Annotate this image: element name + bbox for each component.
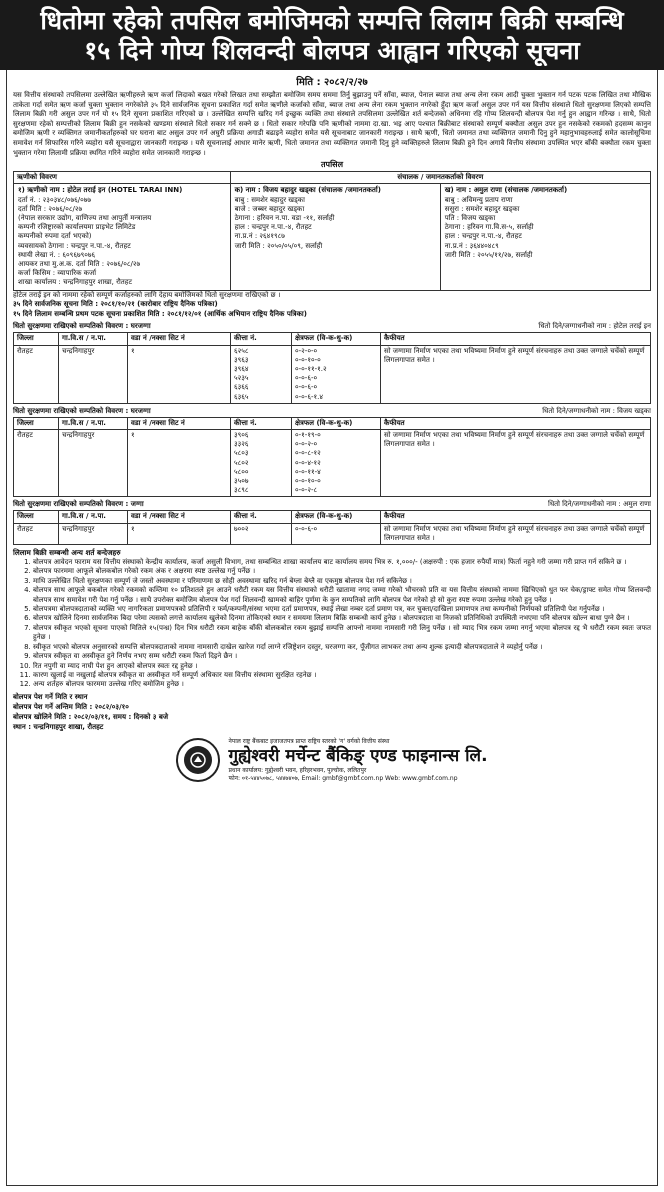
col-district: जिल्ला xyxy=(14,511,59,523)
intro-paragraph: यस वित्तीय संस्थाको तपसिलमा उल्लेखित ऋणीहरुले ऋण कर्जा लिदाको बखत गरेको लिखत तथा सम्झौता बमोजिम समय सममा तिर्नु बुझाउनु पर्ने साँवा, ब्याज, पेनाल ब्याज तथा अन्य लेना रकम आदी चुक्ता भुक्तान गर्न पटक पटक लिखित तथा मौखिक ताकेता गर्दा समेत ऋण कर्जा चुक्ता भुक्तान नगरेकोले ३५ दिने सार्वजनिक सूचना प्रकाशित गर्दा समेत ऋणीले कर्जाको साँवा, ब्याज तथा अन्य लेना रकम भुक्तान नगरेको हुँदा ऋण कर्जा असुल उपर गर्न यस वित्तीय संस्थाले धितो सुरक्षणमा लिएको सम्पत्ति लिलाम बिक्री गरी असुल उपर गर्न यो १५ दिने सूचना प्रकाशित गरिएको छ । उल्लेखित सम्पत्ति खरिद गर्न इच्छुक व्यक्ति तथा संस्थाले तपसिलमा उल्लेखित शर्त बन्देजको अधिनमा रहि गोप्य शिलवन्दी बोलपत्र पेश गर्नु हुन आह्वान गरिन्छ । साथै, धितो सुरक्षणमा रहेको सम्पत्तीको लिलाम बिक्री हुन नसकेको खण्डमा संस्थाले धितो सकार गर्न सक्ने छ । धितो सकार गरेपछि पनि ऋणीको नाममा दा.खा. भइ आए पश्चात बिक्रीबाट संस्थाको सम्पूर्ण बक्यौता असुल उपर हुन नसकेको रकमको हदसम्म कानुन बमोजिम ऋणी र व्यक्तिगत जमानीकर्ताहरुको घर घराना बाट असुल उपर गर्न अघुरी प्रक्रिया अगाडी बढाइने व्यहोरा समेत यसै सूचनाबाट जानकारी गराइन्छ । साथै ऋणी, धितो जमानत तथा व्यक्तिगत जमानी दिनु हुने महानुभावहरुलाई समेत कालोसूचिमा समावेश गर्न सिफारिस गरिने व्यहोरा यसै सूचनाद्वारा जानकारी गराइन्छ । यसै सूचनालाई आधार मानेर ऋणी, धितो जमानत तथा व्यक्तिगत जमानी दिनु हुने व्यक्तिहरुले लिलाम बिक्री हुने दिन अगावै वित्तीय संस्थामा उपस्थित भएर बाँकी बक्यौता रकम चुक्ता भुक्तान गरेमा लिलामी प्रक्रिया स्थगित गरिने व्यहोरा समेत जानकारी गराइन्छ । xyxy=(13,91,651,157)
borrower-line: कर्जा किसिम : व्यापारिक कर्जा xyxy=(18,269,97,278)
kitta-value: ५८०३ xyxy=(234,449,249,458)
property-section-3-header xyxy=(13,499,651,509)
area-value: ०-०-११-१.२ xyxy=(295,364,327,373)
owner-name: धितो दिने/जग्गाधनीको नाम : होटेल तराई इन xyxy=(538,322,651,331)
submission-deadline: बोलपत्र पेश गर्ने अन्तिम मिति : २०८२/०३/१० xyxy=(13,702,129,711)
submission-info xyxy=(13,692,651,732)
cell-area xyxy=(292,345,381,403)
list-item: 6. बोलपत्र खोलिने दिनमा सार्वजनिक बिदा परेमा त्यसको लगत्ते कार्यालय खुलेको दिनमा तोकिएको स्थान र समयमा लिलाम बिक्रि सम्बन्धी कार्य हुनेछ । बोलपत्रदाता वा निजको प्रतिनिधिको उपस्थिती नभएमा पनि बोलपत्र खोल्न बाधा पुग्ने छैन । xyxy=(33,614,651,623)
kitta-value: ५८०० xyxy=(234,467,249,476)
area-value: ०-०-६-१.४ xyxy=(295,392,324,401)
property-table-1 xyxy=(13,332,651,403)
bank-logo-mark-icon xyxy=(189,751,207,769)
bank-tagline: नेपाल राष्ट्र बैंकबाट इजाजतपत्र प्राप्त राष्ट्रिय स्तरको 'ग' वर्गको वित्तीय संस्था xyxy=(228,737,390,745)
borrower-line: दर्ता नं. : २३०३४८/०७६/०७७ xyxy=(18,195,92,204)
notice-35-day: ३५ दिने सार्वजनिक सूचना मिति : २०८१/१०/२१ (कारोबार राष्ट्रिय दैनिक पत्रिका) xyxy=(13,300,218,309)
col-area: क्षेत्रफल (वि-क-धु-क) xyxy=(292,511,381,523)
cell-vdc: चन्द्रनिगाहपुर xyxy=(59,345,128,403)
bank-contact: फोन: ०१-५४४५०७८, ५४४७४०७, Email: gmbf@gmbf.com.np Web: www.gmbf.com.np xyxy=(228,774,458,782)
owner-name: धितो दिने/जग्गाधनीको नाम : अमुल राणा xyxy=(548,500,651,509)
guarantor-line: ना.प्र.नं : ३६४४०४८९ xyxy=(444,241,499,250)
area-value: ०-०-८-१२ xyxy=(295,449,321,458)
cell-kitta xyxy=(231,523,292,544)
notice-banner xyxy=(0,0,664,70)
col-kitta: कीत्ता नं. xyxy=(231,417,292,429)
area-value: ०-०-६-० xyxy=(295,524,318,533)
section-title: धितो सुरक्षणमा राखिएको सम्पतिको विवरण : घरजग्गा xyxy=(13,406,151,415)
notice-body xyxy=(6,70,658,1186)
col-vdc: गा.वि.स / न.पा. xyxy=(59,417,128,429)
cell-remarks: सो जग्गामा निर्माण भएका तथा भविष्यमा निर्माण हुने सम्पूर्ण संरचनाहरु तथा उक्त जग्गाले चर्चेको सम्पूर्ण लिगलगापात समेत । xyxy=(381,523,651,544)
borrower-header: ऋणीको विवरण xyxy=(14,172,231,184)
borrower-line: कम्पनीको रुपमा दर्ता भएको) xyxy=(18,232,92,241)
col-ward: वडा नं /नक्सा सिट नं xyxy=(128,417,231,429)
col-vdc: गा.वि.स / न.पा. xyxy=(59,511,128,523)
borrower-line: कम्पनी रजिष्ट्रारको कार्यालयमा प्राइभेट लिमिटेड xyxy=(18,223,136,232)
list-item: 1. बोलपत्र आवेदन फाराम यस वित्तीय संस्थाको केन्द्रीय कार्यालय, कर्जा असुली विभाग, तथा सम्बन्धित शाखा कार्यालय बाट कार्यालय समय भित्र रु. १,०००/- (अक्षरुपी : एक हजार रुपैयाँ मात्र) फिर्ता नहुने गरी जम्मा गरी प्राप्त गर्न सकिने छ । xyxy=(33,558,651,567)
kitta-value: ७००२ xyxy=(234,524,249,533)
list-item: 10. रित नपुगी वा म्याद नाघी पेश हुन आएको बोलपत्र स्वतः रद्द हुनेछ । xyxy=(33,662,651,671)
owner-name: धितो दिने/जग्गाधनीको नाम : विजय खड्का xyxy=(542,406,651,415)
kitta-value: ६३६५ xyxy=(234,392,249,401)
kitta-value: ६३६६ xyxy=(234,383,249,392)
kitta-value: ३९०६ xyxy=(234,431,249,439)
bank-address: प्रधान कार्यालय: गुह्येश्वरी भवन, हरिहरभवन, पुल्चोक, ललितपुर xyxy=(228,766,367,774)
guarantor-line: बाबु : समशेर बहादुर खड्का xyxy=(234,195,305,204)
area-value: ०-०-६-० xyxy=(295,383,318,392)
col-area: क्षेत्रफल (वि-क-धु-क) xyxy=(292,333,381,345)
kitta-value: ५८०२ xyxy=(234,458,249,467)
kitta-value: ३९६४ xyxy=(234,364,249,373)
bank-logo-icon xyxy=(176,738,220,782)
property-section-1-header xyxy=(13,321,651,331)
cell-ward: १ xyxy=(128,430,231,497)
property-section-2-header xyxy=(13,406,651,416)
kitta-value: ३९६३ xyxy=(234,355,249,364)
banner-title-line2: १५ दिने गोप्य शिलवन्दी बोलपत्र आह्वान गरिएको सूचना xyxy=(84,36,580,65)
table-row xyxy=(14,430,651,497)
kitta-value: ६२५८ xyxy=(234,346,249,355)
cell-remarks: सो जग्गामा निर्माण भएका तथा भविष्यमा निर्माण हुने सम्पूर्ण संरचनाहरु तथा उक्त जग्गाले चर्चेको सम्पूर्ण लिगलगापात समेत । xyxy=(381,345,651,403)
list-item: 5. बोलपत्रमा बोलपत्रदाताको व्यक्ति भए नागरिकता प्रमाणपत्रको प्रतिलिपी र फर्म/कम्पनी/संस्था भएमा दर्ता प्रमाणपत्र, स्थाई लेखा नम्बर दर्ता प्रमाण पत्र, कर चुक्ता/दाखिला प्रमाणपत्र तथा कम्पनीको निर्णयको प्रतिलिपी पेश गर्नुपर्नेछ । xyxy=(33,605,651,614)
banner-title-line1: धितोमा रहेको तपसिल बमोजिमको सम्पत्ति लिलाम बिक्री सम्बन्धि xyxy=(40,6,624,35)
borrower-line: १) ऋणीको नाम : होटेल तराई इन (HOTEL TARAI INN) xyxy=(18,186,183,195)
borrower-line: शाखा कार्यालय : चन्द्रनिगाहपुर शाखा, रौतहट xyxy=(18,278,133,287)
guarantor-line: ठेगाना : हरिवन न.पा. वडा -११, सर्लाही xyxy=(234,213,335,222)
guarantor-line: हाल : चन्द्रपुर न.पा.-४, रौतहट xyxy=(444,232,522,241)
col-kitta: कीत्ता नं. xyxy=(231,333,292,345)
submission-place: स्थान : चन्द्रनिगाहपुर शाखा, रौतहट xyxy=(13,722,104,731)
notice-15-day: १५ दिने लिलाम सम्बन्धि प्रथम पटक सूचना प्रकाशित मिति : २०८१/१२/०१ (आर्थिक अभियान राष्ट्रिय दैनिक पत्रिका) xyxy=(13,309,307,318)
area-value: ०-०-११-४ xyxy=(295,467,321,476)
borrower-table xyxy=(13,171,651,290)
guarantor-1-details xyxy=(230,184,440,290)
borrower-line: स्थायी लेखा नं. : ६०९६७९०७६ xyxy=(18,250,96,259)
kitta-value: ५२३५ xyxy=(234,374,249,383)
guarantor-line: ख) नाम : अमुल राणा (संचालक /जमानतकर्ता) xyxy=(444,186,568,195)
guarantor-line: जारी मिति : २०५५/११/२७, सर्लाही xyxy=(444,250,533,259)
col-district: जिल्ला xyxy=(14,417,59,429)
table-row xyxy=(14,523,651,544)
area-value: ०-२-०-० xyxy=(295,346,318,355)
guarantor-line: पति : विजय खड्का xyxy=(444,213,496,222)
borrower-line: दर्ता मिति : २०७६/०८/२७ xyxy=(18,204,83,213)
list-item: 4. बोलपत्र साथ आफूले बकबोल गरेको रकमको कम्तिमा १० प्रतिशतले हुन आउने धरौटी रकम यस वित्तीय संस्थाको धरौटी खातामा नगद जम्मा गरेको भौचरको प्रति वा यस वित्तीय संस्थाको नाममा खिचिएको धुत फर चेक/ड्राफ्ट समेत गोप्य शिलवन्दी बोलपत्र साथ समावेश गरी पेश गर्नु पर्नेछ । साथै उपरोक्त बमोजिम बोलपत्र पेश गर्दा शिलवन्दी खामको बाहिर पूर्णमा के कुन सम्पतिको लागि बोलपत्र पेश गरेको हो सो कुरा स्पष्ट रुपमा उल्लेख गरेको हुनु पर्नेछ । xyxy=(33,586,651,605)
guarantor-line: ससुरा : समशेर बहादुर खड्का xyxy=(444,204,520,213)
property-table-2 xyxy=(13,417,651,498)
bank-footer xyxy=(13,738,651,783)
cell-remarks: सो जग्गामा निर्माण भएका तथा भविष्यमा निर्माण हुने सम्पूर्ण संरचनाहरु तथा उक्त जग्गाले चर्चेको सम्पूर्ण लिगलगापात समेत । xyxy=(381,430,651,497)
cell-vdc: चन्द्रनिगाहपुर xyxy=(59,523,128,544)
property-table-3 xyxy=(13,510,651,545)
kitta-value: ३५०७ xyxy=(234,477,249,486)
cell-ward: १ xyxy=(128,523,231,544)
list-item: 2. बोलपत्र फारममा आफूले बोलकबोल गरेको रकम अंक र अक्षरमा स्पष्ट उल्लेख गर्नु पर्नेछ । xyxy=(33,567,651,576)
table-row xyxy=(14,345,651,403)
area-value: ०-०-२-८ xyxy=(295,486,318,495)
cell-area xyxy=(292,523,381,544)
borrower-line: (नेपाल सरकार उद्योग, वाणिज्य तथा आपुर्ती मन्त्रालय xyxy=(18,213,152,222)
col-vdc: गा.वि.स / न.पा. xyxy=(59,333,128,345)
col-remarks: कैफीयत xyxy=(381,511,651,523)
area-value: ०-०-१०-० xyxy=(295,477,321,486)
col-area: क्षेत्रफल (वि-क-धु-क) xyxy=(292,417,381,429)
list-item: 9. बोलपत्र स्वीकृत वा अस्वीकृत हुने निर्णय नभए सम्म धरौटी रकम फिर्ता दिइने छैन । xyxy=(33,652,651,661)
cell-vdc: चन्द्रनिगाहपुर xyxy=(59,430,128,497)
area-value: ०-०-४-१२ xyxy=(295,458,321,467)
col-ward: वडा नं /नक्सा सिट नं xyxy=(128,511,231,523)
col-remarks: कैफीयत xyxy=(381,417,651,429)
guarantor-line: ठेगाना : हरिवन गा.वि.स-५, सर्लाही xyxy=(444,223,534,232)
borrower-line: व्यवसायको ठेगाना : चन्द्रपुर न.पा.-४, रौतहट xyxy=(18,241,131,250)
bank-info xyxy=(228,738,487,783)
cell-district: रौतहट xyxy=(14,345,59,403)
borrower-details xyxy=(14,184,231,290)
submission-heading: बोलपत्र पेश गर्ने मिति र स्थान xyxy=(13,692,88,701)
cell-district: रौतहट xyxy=(14,430,59,497)
area-value: ०-१-१९-० xyxy=(295,431,321,439)
guarantor-header: संचालक / जमानतकर्ताको विवरण xyxy=(230,172,650,184)
col-kitta: कीत्ता नं. xyxy=(231,511,292,523)
collateral-note: होटेल तराई इन को नाममा रहेको सम्पूर्ण कर्जाहरुको लागि देहाय बमोजिमको धितो सुरक्षणमा राखिएको छ । xyxy=(13,290,281,299)
col-district: जिल्ला xyxy=(14,333,59,345)
area-value: ०-०-६-० xyxy=(295,374,318,383)
terms-title: लिलाम बिक्री सम्बन्धी अन्य शर्त बन्देजहरु xyxy=(13,548,121,558)
guarantor-2-details xyxy=(440,184,650,290)
col-remarks: कैफीयत xyxy=(381,333,651,345)
guarantor-line: जारी मिति : २०५०/०५/०९, सर्लाही xyxy=(234,241,323,250)
section-title: धितो सुरक्षणमा राखिएको सम्पतिको विवरण : जग्गा xyxy=(13,500,144,509)
cell-ward: १ xyxy=(128,345,231,403)
list-item: 3. माथि उल्लेखित धितो सुरक्षणका सम्पूर्ण जे जस्तो अवस्थामा र परिमाणमा छ सोही अवस्थामा खरिद गर्न बेग्ला बेग्लै वा एकमुष्ठ बोलपत्र पेश गर्न सकिनेछ । xyxy=(33,577,651,586)
cell-area xyxy=(292,430,381,497)
col-ward: वडा नं /नक्सा सिट नं xyxy=(128,333,231,345)
guarantor-line: बाबु : अविमन्यु प्रताप राणा xyxy=(444,195,513,204)
guarantor-line: क) नाम : विजय बहादुर खड्का (संचालक /जमानतकर्ता) xyxy=(234,186,381,195)
area-value: ०-०-१०-० xyxy=(295,355,321,364)
borrower-line: आयकर तथा मु.अ.क. दर्ता मिति : २०७६/०८/२७ xyxy=(18,259,141,268)
section-title: धितो सुरक्षणमा राखिएको सम्पतिको विवरण : घरजग्गा xyxy=(13,322,151,331)
cell-kitta xyxy=(231,345,292,403)
guarantor-line: हाल : चन्द्रपुर न.पा.-४, रौतहट xyxy=(234,223,312,232)
list-item: 7. बोलपत्र स्वीकृत भएको सूचना पाएको मितिले १५(पन्ध्र) दिन भित्र धरौटी रकम बाहेक बाँकी बोलकबोल रकम बुझाई सम्पत्ति आफ्नो नाममा नामसारी गरी लिनु पर्नेछ । सो म्याद भित्र रकम जम्मा नगर्नु भएमा बोलपत्र रद्द भै धरौटी रकम स्वतः जफत हुनेछ । xyxy=(33,624,651,643)
bank-name: गुह्येश्वरी मर्चेन्ट बैंकिङ् एण्ड फाइनान्स लि. xyxy=(228,745,488,766)
area-value: ०-०-२-० xyxy=(295,440,318,449)
terms-list xyxy=(13,558,651,690)
guarantor-line: बाजे : जब्बर बहादुर खड्का xyxy=(234,204,305,213)
cell-district: रौतहट xyxy=(14,523,59,544)
opening-date: बोलपत्र खोलिने मिति : २०८२/०३/११, समय : दिनको ३ बजे xyxy=(13,712,169,721)
list-item: 11. कारण खुलाई वा नखुलाई बोलपत्र स्वीकृत वा अस्वीकृत गर्ने सम्पूर्ण अधिकार यस वित्तीय संस्थामा सुरक्षित रहनेछ । xyxy=(33,671,651,680)
kitta-value: ३३२६ xyxy=(234,440,249,449)
list-item: 8. स्वीकृत भएको बोलपत्र अनुसारको सम्पत्ति बोलपत्रदाताको नाममा नामसारी दाखेल खारेज गर्दा लाग्ने रजिष्ट्रेशन दस्तुर, घरजग्गा कर, पूँजीगत लाभकर तथा अन्य शुल्क इत्यादी बोलपत्रदाताले ने व्यहोर्नु पर्नेछ । xyxy=(33,643,651,652)
list-item: 12. अन्य शर्तहरु बोलपत्र फारममा उल्लेख गरिए बमोजिम हुनेछ । xyxy=(33,680,651,689)
tapsil-heading: तपसिल xyxy=(320,160,343,170)
notice-date: मिति : २०८२/२/२७ xyxy=(296,77,368,88)
guarantor-line: ना.प्र.नं : २६४१९८७ xyxy=(234,232,285,241)
kitta-value: ३८९८ xyxy=(234,486,249,495)
cell-kitta xyxy=(231,430,292,497)
